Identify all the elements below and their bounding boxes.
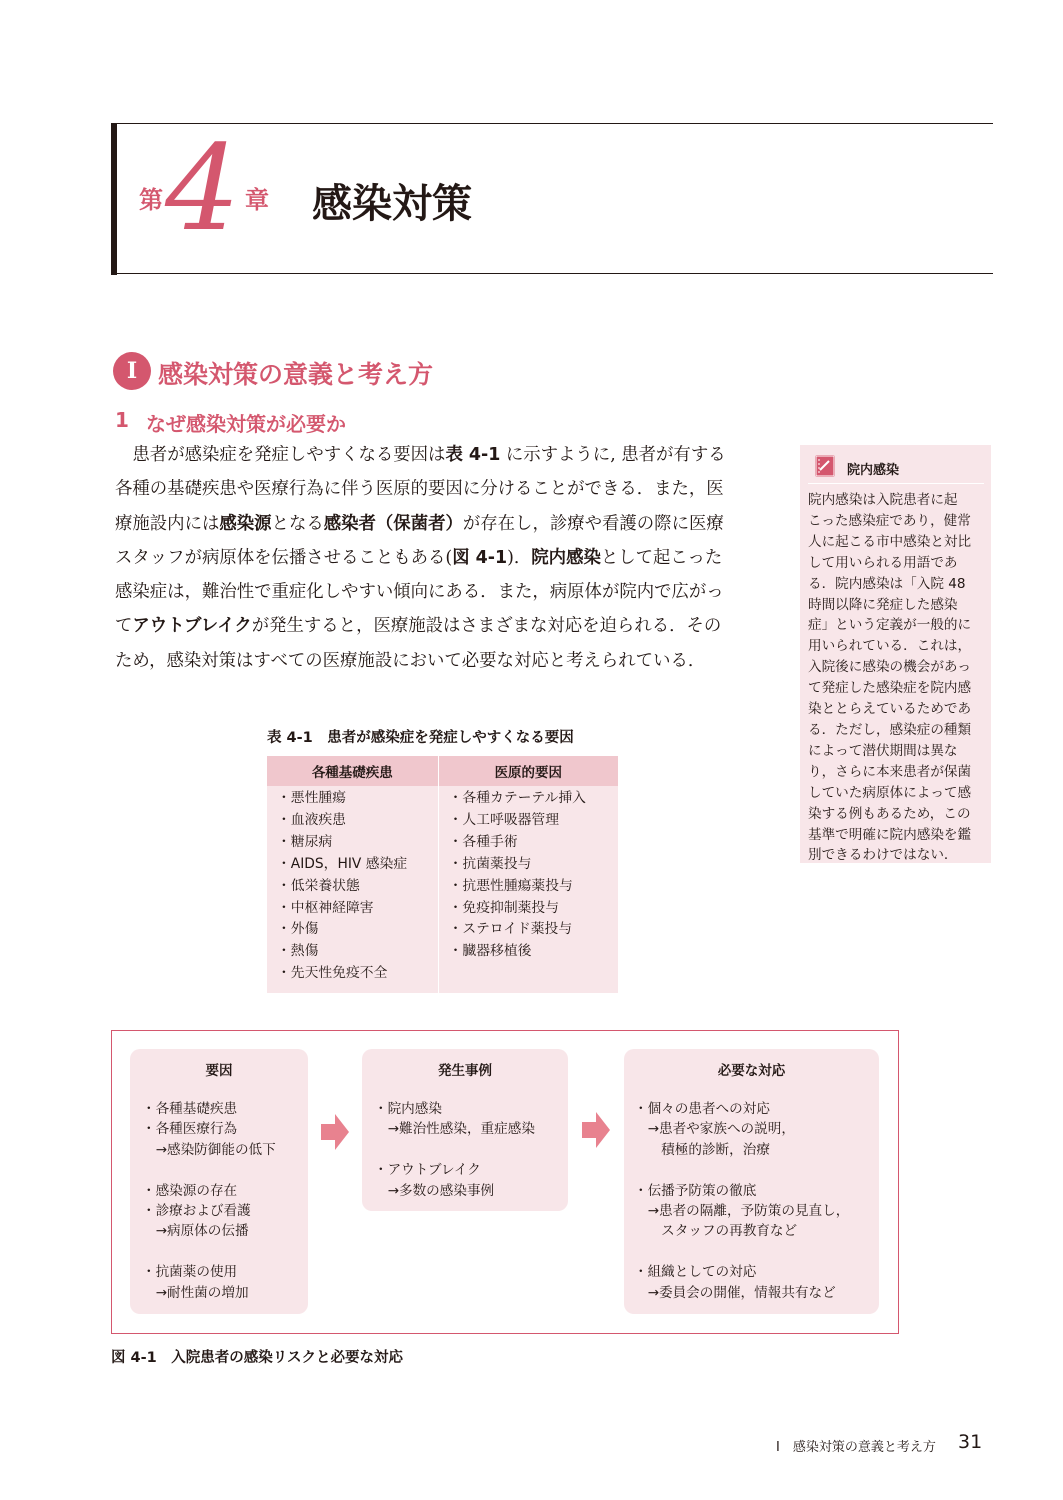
note-icon — [815, 455, 835, 477]
figure-line: ・診療および看護 — [142, 1203, 251, 1220]
sidenote-rule — [808, 483, 984, 484]
table-header: 各種基礎疾患 — [267, 756, 438, 786]
sidenote-line: る．ただし，感染症の種類 — [808, 721, 972, 738]
figure-line: ・抗菌薬の使用 — [142, 1264, 238, 1281]
sidenote-title: 院内感染 — [847, 463, 900, 478]
table-cell-underlying-diseases — [267, 786, 438, 993]
sidenote-line: 別できるわけではない． — [808, 847, 958, 864]
sidenote-line: 院内感染は入院患者に起 — [808, 492, 958, 508]
sidenote-line: していた病原体によって感 — [808, 784, 972, 801]
section-badge: I — [113, 352, 151, 390]
figure-line — [142, 1160, 276, 1180]
body-line-3: 療施設内には感染源となる感染者（保菌者）が存在し，診療や看護の際に医療 — [115, 513, 724, 534]
figure-box-incidents — [362, 1049, 568, 1211]
figure-line: →病原体の伝播 — [142, 1223, 249, 1240]
sidenote-line: て発症した感染症を院内感 — [808, 680, 972, 697]
list-item: ・抗悪性腫瘍薬投与 — [448, 877, 573, 894]
figure-line: ・感染源の存在 — [142, 1182, 238, 1199]
table-ref[interactable]: 表 4-1 — [445, 445, 501, 465]
table-caption: 表 4-1 患者が感染症を発症しやすくなる要因 — [267, 730, 574, 746]
figure-line — [374, 1140, 535, 1160]
figure-line: ・各種基礎疾患 — [142, 1101, 238, 1117]
figure-box-factors — [130, 1049, 308, 1314]
figure-box-responses — [624, 1049, 879, 1314]
list-item: ・糖尿病 — [277, 833, 333, 850]
figure-line: →感染防御能の低下 — [142, 1141, 276, 1158]
figure-line: 積極的診断，治療 — [634, 1141, 770, 1158]
chapter-bottom-rule — [111, 273, 993, 274]
list-item: ・免疫抑制薬投与 — [448, 899, 560, 916]
list-item: ・各種手術 — [448, 833, 518, 850]
list-item: ・先天性免疫不全 — [277, 965, 388, 982]
body-paragraph — [115, 438, 775, 678]
sidenote-line: 人に起こる市中感染と対比 — [808, 533, 972, 550]
figure-line: →耐性菌の増加 — [142, 1284, 249, 1301]
running-footer: I 感染対策の意義と考え方 — [776, 1440, 936, 1455]
list-item: ・血液疾患 — [277, 811, 346, 828]
figure-line — [634, 1160, 849, 1180]
body-line-2: 各種の基礎疾患や医療行為に伴う医原的要因に分けることができる．また，医 — [115, 479, 724, 500]
section-title: 感染対策の意義と考え方 — [158, 360, 434, 389]
body-line-5: 感染症は，難治性で重症化しやすい傾向にある．また，病原体が院内で広がっ — [115, 582, 724, 603]
figure-line: ・各種医療行為 — [142, 1121, 238, 1138]
figure-caption: 図 4-1 入院患者の感染リスクと必要な対応 — [111, 1350, 403, 1366]
factors-table — [267, 756, 618, 993]
chapter-prefix: 第 — [139, 186, 163, 214]
list-item: ・AIDS，HIV 感染症 — [277, 855, 408, 872]
figure-line — [142, 1242, 276, 1262]
sidenote-line: り，さらに本来患者が保菌 — [808, 763, 972, 780]
figure-line — [634, 1242, 849, 1262]
list-item: ・人工呼吸器管理 — [448, 811, 560, 828]
body-line-4: スタッフが病原体を伝播させることもある(図 4-1)．院内感染として起こった — [115, 547, 723, 568]
figure-line: →患者や家族への説明， — [634, 1121, 795, 1138]
figure-line: →多数の感染事例 — [374, 1182, 495, 1199]
list-item: ・悪性腫瘍 — [277, 790, 346, 806]
chapter-number: 4 — [165, 119, 241, 257]
arrow-right-icon — [582, 1112, 610, 1152]
sidenote-line: 染する例もあるため，この — [808, 805, 971, 822]
list-item: ・抗菌薬投与 — [448, 855, 532, 872]
sidenote-line: 染ととらえているためであ — [808, 701, 972, 718]
body-line-7: ため，感染対策はすべての医療施設において必要な対応と考えられている． — [115, 650, 706, 671]
list-item: ・臓器移植後 — [448, 943, 532, 960]
figure-line: ・アウトブレイク — [374, 1162, 481, 1179]
sidenote-line: 時間以降に発症した感染 — [808, 596, 958, 613]
figure-box-title: 発生事例 — [438, 1063, 492, 1079]
chapter-left-bar — [111, 123, 117, 275]
sidenote-body — [808, 490, 986, 866]
figure-line: →患者の隔離，予防策の見直し， — [634, 1203, 850, 1220]
chapter-title: 感染対策 — [312, 181, 472, 227]
figure-line: ・伝播予防策の徹底 — [634, 1182, 757, 1199]
table-cell-iatrogenic-factors — [438, 786, 618, 993]
arrow-right-icon — [321, 1114, 349, 1154]
body-line-1: 患者が感染症を発症しやすくなる要因は表 4-1 に示すように, 患者が有する — [132, 445, 726, 465]
figure-line: ・個々の患者への対応 — [634, 1101, 770, 1117]
figure-box-title: 要因 — [205, 1063, 233, 1079]
figure-line: スタッフの再教育など — [634, 1223, 798, 1240]
sidenote-line: によって潜伏期間は異な — [808, 742, 958, 759]
sidenote-line: こった感染症であり，健常 — [808, 512, 971, 529]
figure-line: ・組織としての対応 — [634, 1264, 757, 1281]
sidenote-line: る．院内感染は「入院 48 — [808, 575, 966, 592]
chapter-suffix: 章 — [245, 186, 269, 214]
list-item: ・中枢神経障害 — [277, 899, 374, 916]
list-item: ・外傷 — [277, 921, 319, 938]
table-header: 医原的要因 — [438, 756, 618, 786]
page-number: 31 — [958, 1431, 983, 1453]
sidenote-line: して用いられる用語であ — [808, 554, 958, 571]
sidenote-line: 用いられている．これは， — [808, 638, 972, 655]
subsection-number: 1 — [115, 408, 129, 432]
subsection-title: なぜ感染対策が必要か — [146, 412, 346, 436]
sidenote-line: 基準で明確に院内感染を鑑 — [808, 826, 972, 843]
body-line-6: てアウトブレイクが発生すると，医療施設はさまざまな対応を迫られる．その — [115, 616, 722, 637]
list-item: ・熱傷 — [277, 943, 319, 960]
list-item: ・各種カテーテル挿入 — [448, 790, 586, 806]
figure-box-title: 必要な対応 — [717, 1063, 786, 1079]
figure-line: →難治性感染，重症感染 — [374, 1121, 535, 1138]
figure-line: →委員会の開催，情報共有など — [634, 1284, 836, 1301]
sidenote-line: 入院後に感染の機会があっ — [808, 659, 971, 676]
figure-line: ・院内感染 — [374, 1101, 442, 1117]
list-item: ・ステロイド薬投与 — [448, 921, 573, 938]
figure-ref[interactable]: 図 4-1 — [452, 547, 508, 568]
chapter-top-rule — [111, 123, 993, 124]
sidenote-line: 症」という定義が一般的に — [808, 617, 972, 634]
list-item: ・低栄養状態 — [277, 877, 360, 894]
